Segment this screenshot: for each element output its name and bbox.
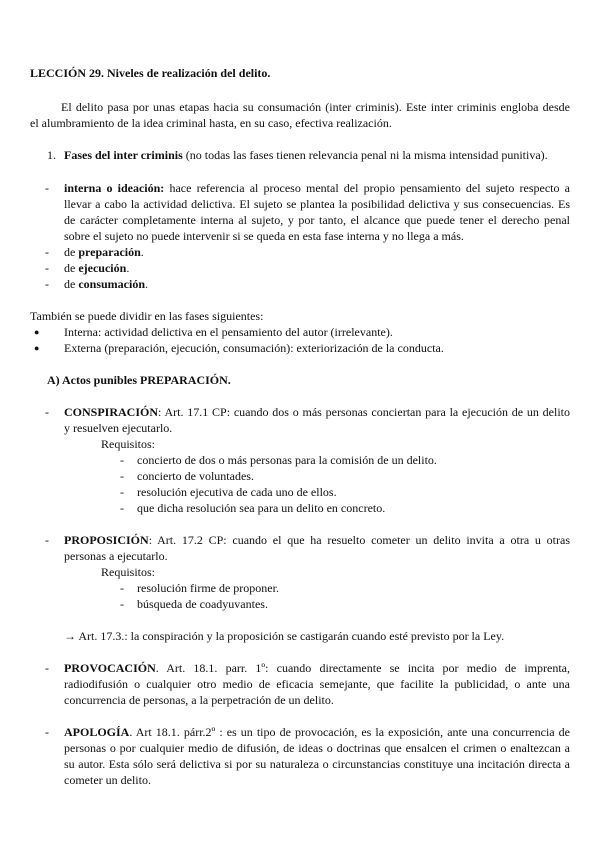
proposicion-req-1: resolución firme de proponer. [137,581,279,595]
intro-line-2: el alumbramiento de la idea criminal hasta, en su caso, efectiva realización. [30,116,392,130]
conspiracion-req-1: concierto de dos o más personas para la comisión de un delito. [137,453,437,467]
conspiracion-line-1 [64,404,570,420]
interna-line-4: sobre el sujeto no puede intervenir si se queda en esta fase interna y no llega a más. [64,229,464,243]
also-item-2: Externa (preparación, ejecución, consumación): exteriorización de la conducta. [64,341,444,355]
interna-line-3: de carácter completamente interna al sujeto, y por tanto, el alcance que puede tener el derecho penal [64,213,570,227]
arrow-note: → Art. 17.3.: la conspiración y la proposición se castigarán cuando esté previsto por la Ley. [64,629,505,643]
proposicion-req-2: búsqueda de coadyuvantes. [137,597,268,611]
interna-line-2: llevar a cabo la actividad delictiva. El sujeto se plantea la posibilidad delictiva y sus consecuencias. Es [64,197,570,211]
phase-consumacion: de consumación. [64,277,149,291]
also-item-1: Interna: actividad delictiva en el pensamiento del autor (irrelevante). [64,325,393,339]
conspiracion-req-2: concierto de voluntades. [137,469,254,483]
list-dash: - [120,501,124,515]
list-dash: - [45,245,49,259]
list-dash: - [120,485,124,499]
conspiracion-req-3: resolución ejecutiva de cada uno de ellos. [137,485,337,499]
provocacion-line-3: concurrencia de personas, a la perpetración de un delito. [64,693,334,707]
section-1-number: 1. [47,148,56,162]
bullet-icon: ● [34,327,40,337]
list-dash: - [120,597,124,611]
phase-ejecucion: de ejecución. [64,261,130,275]
lesson-title: LECCIÓN 29. Niveles de realización del delito. [30,66,271,80]
provocacion-text: . Art. 18.1. parr. 1º: cuando directamente se incita por medio de imprenta, [155,661,570,675]
conspiracion-req-label: Requisitos: [101,437,156,451]
proposicion-req-label: Requisitos: [101,565,156,579]
list-dash: - [45,533,49,547]
list-dash: - [120,453,124,467]
bullet-icon: ● [34,343,40,353]
list-dash: - [45,181,49,195]
phase-preparacion: de preparación. [64,245,144,259]
apologia-label: APOLOGÍA [64,725,130,739]
section-1-rest: (no todas las fases tienen relevancia penal ni la misma intensidad punitiva). [182,148,548,162]
conspiracion-line-2: y resuelven ejecutarlo. [64,421,173,435]
conspiracion-text: : Art. 17.1 CP: cuando dos o más personas conciertan para la ejecución de un delito [158,405,570,419]
apologia-text: . Art 18.1. párr.2º : es un tipo de provocación, es la exposición, ante una concurrencia de [129,725,570,739]
interna-label: interna o ideación: [64,181,165,195]
apologia-line-4: cometer un delito. [64,773,151,787]
list-dash: - [45,261,49,275]
list-dash: - [45,277,49,291]
section-1-heading [64,147,548,163]
conspiracion-label: CONSPIRACIÓN [64,405,159,419]
also-intro: También se puede dividir en las fases siguientes: [30,309,264,323]
intro-line-1: El delito pasa por unas etapas hacia su consumación (inter criminis). Este inter criminis engloba desde [61,100,570,114]
proposicion-label: PROPOSICIÓN [64,533,149,547]
provocacion-label: PROVOCACIÓN [64,661,156,675]
interna-line-1 [64,180,570,196]
proposicion-line-1 [64,532,570,548]
list-dash: - [120,469,124,483]
section-a-title: A) Actos punibles PREPARACIÓN. [47,373,231,387]
list-dash: - [120,581,124,595]
apologia-line-1 [64,724,570,740]
apologia-line-3: su autor. Esta sólo será delictiva si por su naturaleza o circunstancias constituye una incitación directa a [64,757,570,771]
list-dash: - [45,661,49,675]
provocacion-line-1 [64,660,570,676]
interna-text: hace referencia al proceso mental del propio pensamiento del sujeto respecto a [164,181,570,195]
proposicion-text: : Art. 17.2 CP: cuando el que ha resuelto cometer un delito invita a otra u otras [148,533,570,547]
provocacion-line-2: radiodifusión o cualquier otro medio de eficacia semejante, que facilite la publicidad, o ante una [64,677,570,691]
apologia-line-2: personas o por cualquier medio de difusión, de ideas o doctrinas que ensalcen el crimen o enaltezcan a [64,741,570,755]
section-1-title: Fases del inter criminis [64,148,183,162]
proposicion-line-2: personas a ejecutarlo. [64,549,168,563]
list-dash: - [45,725,49,739]
list-dash: - [45,405,49,419]
conspiracion-req-4: que dicha resolución sea para un delito en concreto. [137,501,386,515]
